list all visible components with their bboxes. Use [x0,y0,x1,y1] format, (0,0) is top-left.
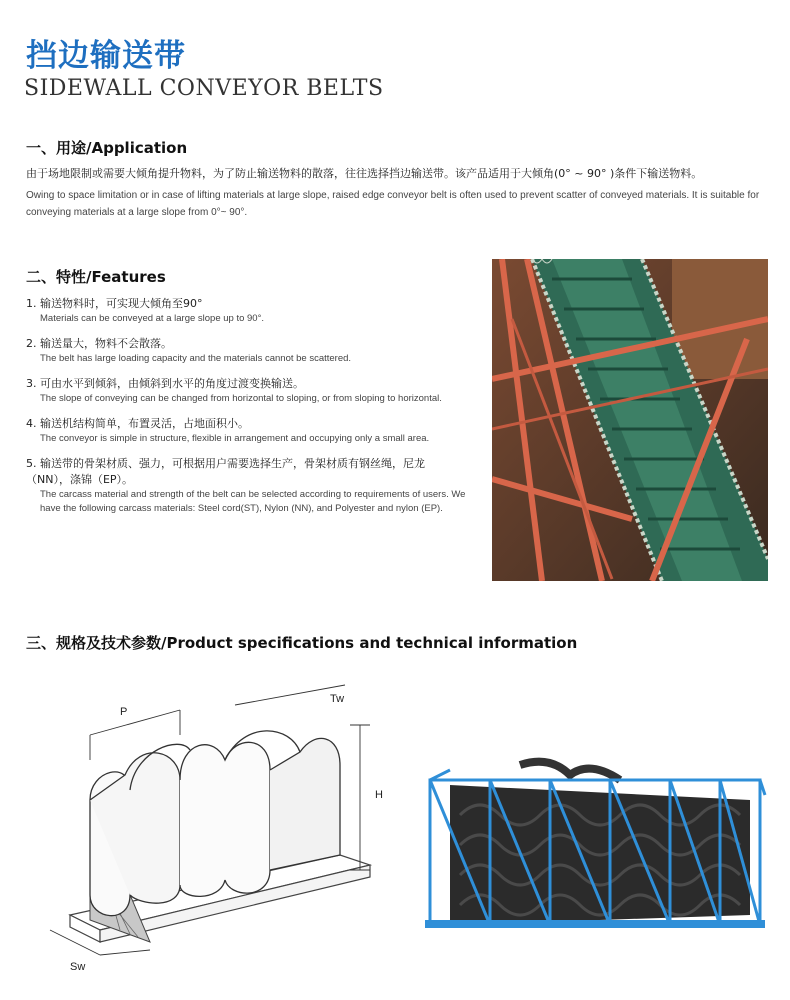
feature-text-en: The conveyor is simple in structure, flexible in arrangement and occupying only a small area. [40,433,430,444]
feature-text-cn: 2. 输送量大，物料不会散落。 [26,337,172,350]
page-title-cn: 挡边输送带 [26,38,186,74]
feature-text-en: The carcass material and strength of the belt can be selected according to requirements of users. We have the following carcass materials: Steel cord(ST), Nylon (NN), and Polyester and nylon (EP). [40,489,466,514]
feature-text-en: The belt has large loading capacity and the materials cannot be scattered. [40,353,352,364]
feature-text-cn: 1. 输送物料时，可实现大倾角至90° [26,297,203,310]
dim-label-p: P [120,706,128,718]
page-title-en: SIDEWALL CONVEYOR BELTS [24,76,384,101]
application-text-en: Owing to space limitation or in case of lifting materials at large slope, raised edge conveyor belt is often used to prevent scatter of conveyed materials. It is suitable for conveying materials at a large slope from 0°~ 90°. [26,190,760,218]
sidewall-dimension-diagram [30,680,410,985]
dim-label-tw: Tw [330,693,345,705]
feature-text-cn: 3. 可由水平到倾斜，由倾斜到水平的角度过渡变换输送。 [26,377,304,390]
application-text-cn: 由于场地限制或需要大倾角提升物料，为了防止输送物料的散落，往往选择挡边输送带。该产品适用于大倾角(0° ~ 90° )条件下输送物料。 [26,167,703,180]
features-list [26,296,466,526]
feature-text-cn: 4. 输送机结构简单，布置灵活，占地面积小。 [26,417,249,430]
feature-text-cn: 5. 输送带的骨架材质、强力，可根据用户需要选择生产，骨架材质有钢丝绳，尼龙（NN），涤锦（EP）。 [26,457,425,486]
dim-label-sw: Sw [70,961,86,973]
feature-item [26,376,466,406]
feature-item [26,416,466,446]
belt-shipping-crate-photo [420,755,770,935]
feature-item [26,336,466,366]
feature-text-en: Materials can be conveyed at a large slope up to 90°. [40,313,265,324]
application-heading: 一、用途/Application [26,139,188,157]
feature-item [26,456,466,516]
feature-item [26,296,466,326]
feature-text-en: The slope of conveying can be changed from horizontal to sloping, or from sloping to horizontal. [40,393,442,404]
specs-heading: 三、规格及技术参数/Product specifications and technical information [26,634,578,652]
conveyor-photo [492,259,768,581]
features-heading: 二、特性/Features [26,268,166,286]
dim-label-h: H [375,789,383,801]
